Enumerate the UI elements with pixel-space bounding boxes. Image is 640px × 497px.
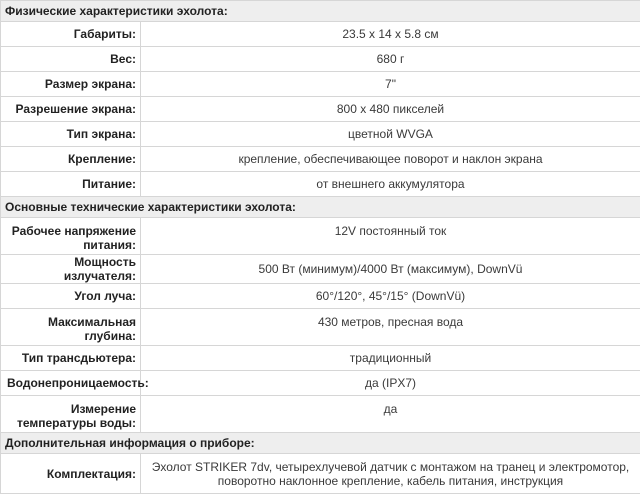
spec-row — [1, 47, 640, 72]
section-header-physical — [1, 1, 640, 22]
spec-row — [1, 346, 640, 371]
spec-value: цветной WVGA — [141, 122, 640, 147]
spec-row — [1, 147, 640, 172]
spec-label: Измерение температуры воды: — [1, 396, 141, 433]
spec-row — [1, 97, 640, 122]
spec-value: традиционный — [141, 346, 640, 371]
spec-row — [1, 122, 640, 147]
spec-value: 430 метров, пресная вода — [141, 309, 640, 346]
spec-row — [1, 72, 640, 97]
spec-value: 800 x 480 пикселей — [141, 97, 640, 122]
spec-label: Тип экрана: — [1, 122, 141, 147]
section-title: Дополнительная информация о приборе: — [1, 433, 640, 454]
spec-label: Рабочее напряжение питания: — [1, 218, 141, 255]
spec-row — [1, 172, 640, 197]
spec-label: Максимальная глубина: — [1, 309, 141, 346]
spec-value: от внешнего аккумулятора — [141, 172, 640, 197]
spec-value: 12V постоянный ток — [141, 218, 640, 255]
spec-row — [1, 454, 640, 494]
spec-value: 500 Вт (минимум)/4000 Вт (максимум), DownVü — [141, 255, 640, 284]
spec-row — [1, 218, 640, 255]
section-title: Основные технические характеристики эхолота: — [1, 197, 640, 218]
spec-value: да (IPX7) — [141, 371, 640, 396]
spec-value: 7" — [141, 72, 640, 97]
spec-row — [1, 22, 640, 47]
spec-value: крепление, обеспечивающее поворот и наклон экрана — [141, 147, 640, 172]
section-header-additional — [1, 433, 640, 454]
spec-label: Крепление: — [1, 147, 141, 172]
spec-row — [1, 284, 640, 309]
spec-label: Питание: — [1, 172, 141, 197]
spec-value: 23.5 x 14 x 5.8 см — [141, 22, 640, 47]
spec-row — [1, 309, 640, 346]
spec-label: Размер экрана: — [1, 72, 141, 97]
section-title: Физические характеристики эхолота: — [1, 1, 640, 22]
spec-label: Вес: — [1, 47, 141, 72]
spec-label: Разрешение экрана: — [1, 97, 141, 122]
spec-value: Эхолот STRIKER 7dv, четырехлучевой датчик с монтажом на транец и электромотор, поворотно наклонное крепление, кабель питания, инструкция — [141, 454, 640, 494]
spec-value: да — [141, 396, 640, 433]
section-header-technical — [1, 197, 640, 218]
spec-label: Габариты: — [1, 22, 141, 47]
spec-value: 60°/120°, 45°/15° (DownVü) — [141, 284, 640, 309]
spec-row — [1, 255, 640, 284]
spec-label: Мощность излучателя: — [1, 255, 141, 284]
spec-row — [1, 371, 640, 396]
spec-label: Тип трансдьютера: — [1, 346, 141, 371]
spec-label: Водонепроницаемость: — [1, 371, 141, 396]
spec-label: Угол луча: — [1, 284, 141, 309]
spec-label: Комплектация: — [1, 454, 141, 494]
spec-row — [1, 396, 640, 433]
spec-value: 680 г — [141, 47, 640, 72]
